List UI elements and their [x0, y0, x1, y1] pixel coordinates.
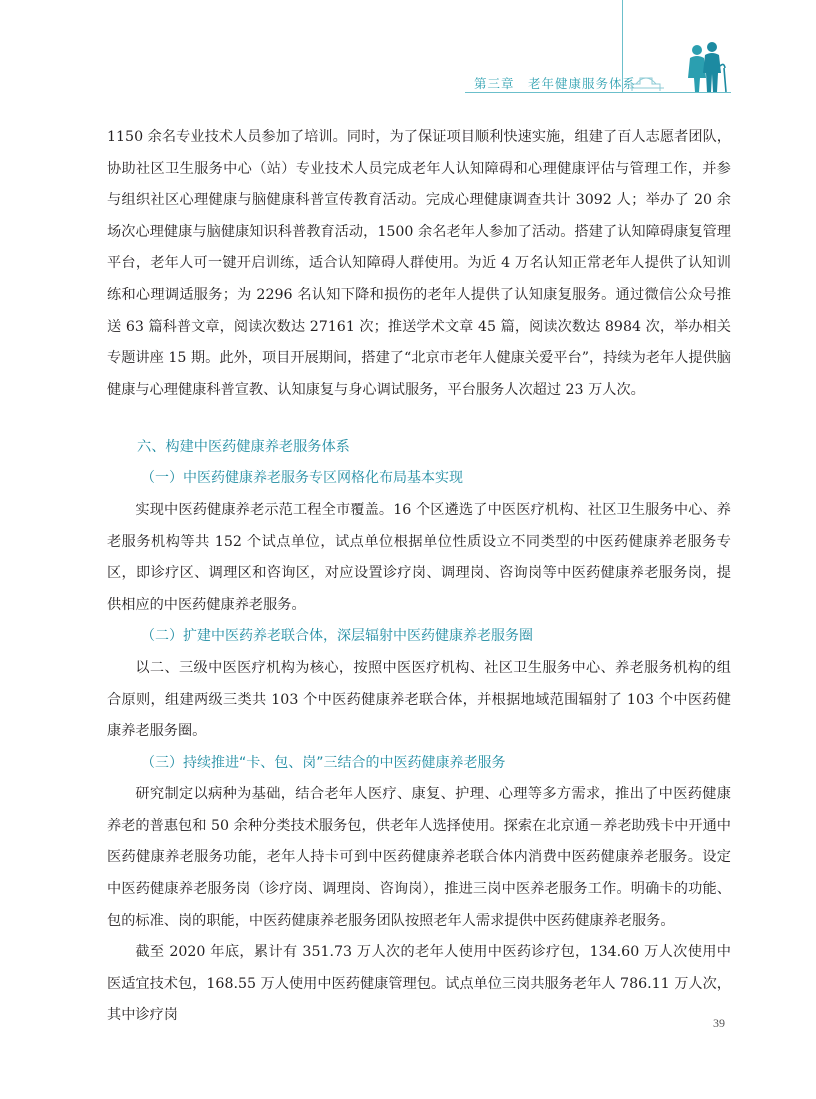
subheading-tcm-zones: （一）中医药健康养老服务专区网格化布局基本实现 — [141, 470, 463, 487]
paragraph-tcm-zones: 实现中医药健康养老示范工程全市覆盖。16 个区遴选了中医医疗机构、社区卫生服务中心、养老服务机构等共 152 个试点单位，试点单位根据单位性质设立不同类型的中医药健康养老服务专区，即诊疗区、调理区和咨询区，对应设置诊疗岗、调理岗、咨询岗等中医药健康养老服务岗，提供相应的中医药健康养老服务。 — [107, 501, 731, 613]
chapter-title: 第三章 老年健康服务体系 — [474, 76, 637, 91]
elderly-couple-with-cane-icon — [630, 38, 730, 92]
section-spacer — [107, 406, 731, 432]
header-rule — [465, 92, 731, 93]
page-number: 39 — [713, 1016, 725, 1030]
paragraph-training: 1150 余名专业技术人员参加了培训。同时，为了保证项目顺利快速实施，组建了百人志愿者团队，协助社区卫生服务中心（站）专业技术人员完成老年人认知障碍和心理健康评估与管理工作，并参与组织社区心理健康与脑健康科普宣传教育活动。完成心理健康调查共计 3092 人；举办了 20 余场次心理健康与脑健康知识科普教育活动，1500 余名老年人参加了活动。搭建了认知障碍康复管理平台，老年人可一键开启训练，适合认知障碍人群使用。为近 4 万名认知正常老年人提供了认知训练和心理调适服务；为 2296 名认知下降和损伤的老年人提供了认知康复服务。通过微信公众号推送 63 篇科普文章，阅读次数达 27161 次；推送学术文章 45 篇，阅读次数达 8984 次，举办相关专题讲座 15 期。此外，项目开展期间，搭建了“北京市老年人健康关爱平台”，持续为老年人提供脑健康与心理健康科普宣教、认知康复与身心调试服务，平台服务人次超过 23 万人次。 — [107, 129, 731, 398]
paragraph-card-package-post: 研究制定以病种为基础，结合老年人医疗、康复、护理、心理等多方需求，推出了中医药健康养老的普惠包和 50 余种分类技术服务包，供老年人选择使用。探索在北京通－养老助残卡中开通中医药健康养老服务功能，老年人持卡可到中医药健康养老联合体内消费中医药健康养老服务。设定中医药健康养老服务岗（诊疗岗、调理岗、咨询岗），推进三岗中医养老服务工作。明确卡的功能、包的标准、岗的职能，中医药健康养老服务团队按照老年人需求提供中医药健康养老服务。 — [107, 786, 731, 929]
paragraph-statistics-2020: 截至 2020 年底，累计有 351.73 万人次的老年人使用中医药诊疗包，134.60 万人次使用中医适宜技术包，168.55 万人使用中医药健康管理包。试点单位三岗共服务老年人 786.11 万人次，其中诊疗岗 — [107, 944, 731, 1024]
page-content — [107, 122, 731, 1032]
subheading-tcm-alliance: （二）扩建中医药养老联合体，深层辐射中医药健康养老服务圈 — [141, 628, 533, 645]
subheading-card-package-post: （三）持续推进“卡、包、岗”三结合的中医药健康养老服务 — [141, 754, 506, 771]
section-heading-tcm: 六、构建中医药健康养老服务体系 — [137, 439, 350, 456]
paragraph-tcm-alliance: 以二、三级中医医疗机构为核心，按照中医医疗机构、社区卫生服务中心、养老服务机构的组合原则，组建两级三类共 103 个中医药健康养老联合体，并根据地域范围辐射了 103 个中医药健康养老服务圈。 — [107, 659, 731, 740]
